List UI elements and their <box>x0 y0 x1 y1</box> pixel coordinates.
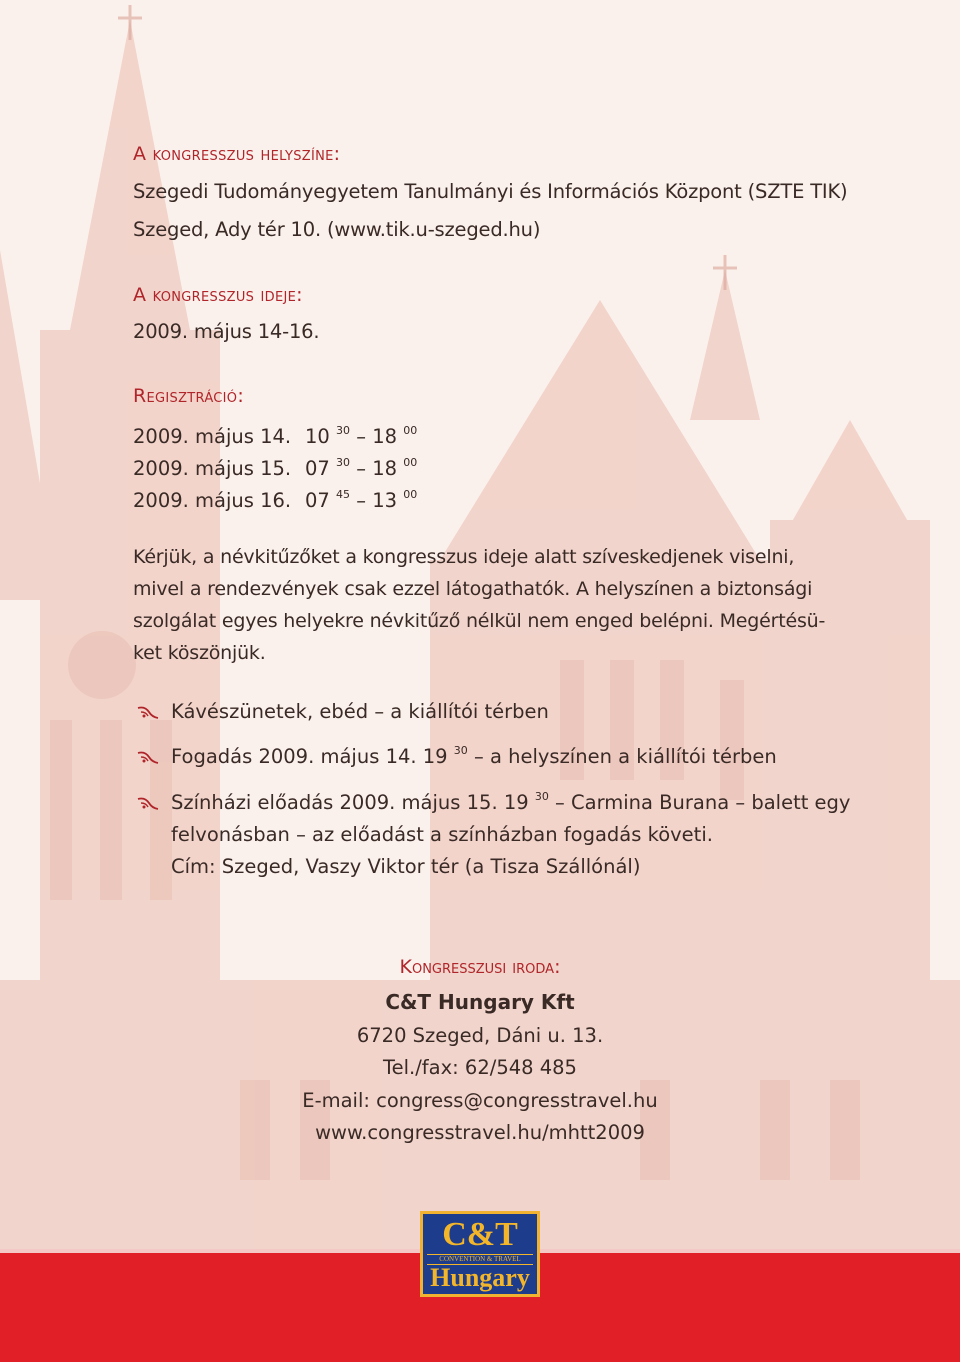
ornament-bullet-icon <box>137 706 159 720</box>
notice-line: Kérjük, a névkitűzőket a kongresszus ideje alatt szíveskedjenek viselni, <box>133 546 795 568</box>
registration-time: 07 $^{30}$ – 18 $^{00}$ <box>305 456 418 480</box>
office-email[interactable]: E-mail: congress@congresstravel.hu <box>302 1089 658 1112</box>
registration-date: 2009. május 14. <box>133 425 292 448</box>
notice-line: mivel a rendezvények csak ezzel látogathatók. A helyszínen a biztonsági <box>133 578 813 600</box>
notice-line: szolgálat egyes helyekre névkitűző nélkül nem enged belépni. Megértésü- <box>133 610 826 632</box>
program-item-coffee: Kávészünetek, ebéd – a kiállítói térben <box>171 700 549 723</box>
registration-date: 2009. május 15. <box>133 457 292 480</box>
venue-address: Szeged, Ady tér 10. (www.tik.u-szeged.hu) <box>133 218 541 241</box>
badge-notice <box>133 541 833 669</box>
office-address: 6720 Szeged, Dáni u. 13. <box>356 1024 604 1047</box>
notice-line: ket köszönjük. <box>133 642 266 664</box>
logo-hungary-text: Hungary <box>430 1263 530 1292</box>
venue-name: Szegedi Tudományegyetem Tanulmányi és Információs Központ (SZTE TIK) <box>133 180 848 203</box>
office-company-name: C&T Hungary Kft <box>385 990 575 1014</box>
registration-time: 10 $^{30}$ – 18 $^{00}$ <box>305 424 418 448</box>
program-item-theatre-address: Cím: Szeged, Vaszy Viktor tér (a Tisza Szállónál) <box>171 855 641 878</box>
registration-date: 2009. május 16. <box>133 489 292 512</box>
ornament-bullet-icon <box>137 797 159 811</box>
registration-time: 07 $^{45}$ – 13 $^{00}$ <box>305 488 418 512</box>
ct-hungary-logo <box>420 1211 540 1297</box>
logo-ct-text: C&T <box>442 1216 518 1253</box>
venue-heading: A kongresszus helyszíne: <box>133 143 341 165</box>
office-website-link[interactable]: www.congresstravel.hu/mhtt2009 <box>315 1121 645 1144</box>
program-item-theatre-line2: felvonásban – az előadást a színházban fogadás követi. <box>171 823 713 846</box>
office-phone: Tel./fax: 62/548 485 <box>383 1056 577 1079</box>
logo-tagline: CONVENTION & TRAVEL <box>427 1254 533 1265</box>
dates-value: 2009. május 14-16. <box>133 320 320 343</box>
registration-heading: Regisztráció: <box>133 385 245 407</box>
dates-heading: A kongresszus ideje: <box>133 284 303 306</box>
office-heading: Kongresszusi iroda: <box>399 956 561 978</box>
ornament-bullet-icon <box>137 751 159 765</box>
program-item-theatre: Színházi előadás 2009. május 15. 19 $^{30}$ – Carmina Burana – balett egy <box>171 790 851 814</box>
program-item-reception: Fogadás 2009. május 14. 19 $^{30}$ – a helyszínen a kiállítói térben <box>171 744 777 768</box>
